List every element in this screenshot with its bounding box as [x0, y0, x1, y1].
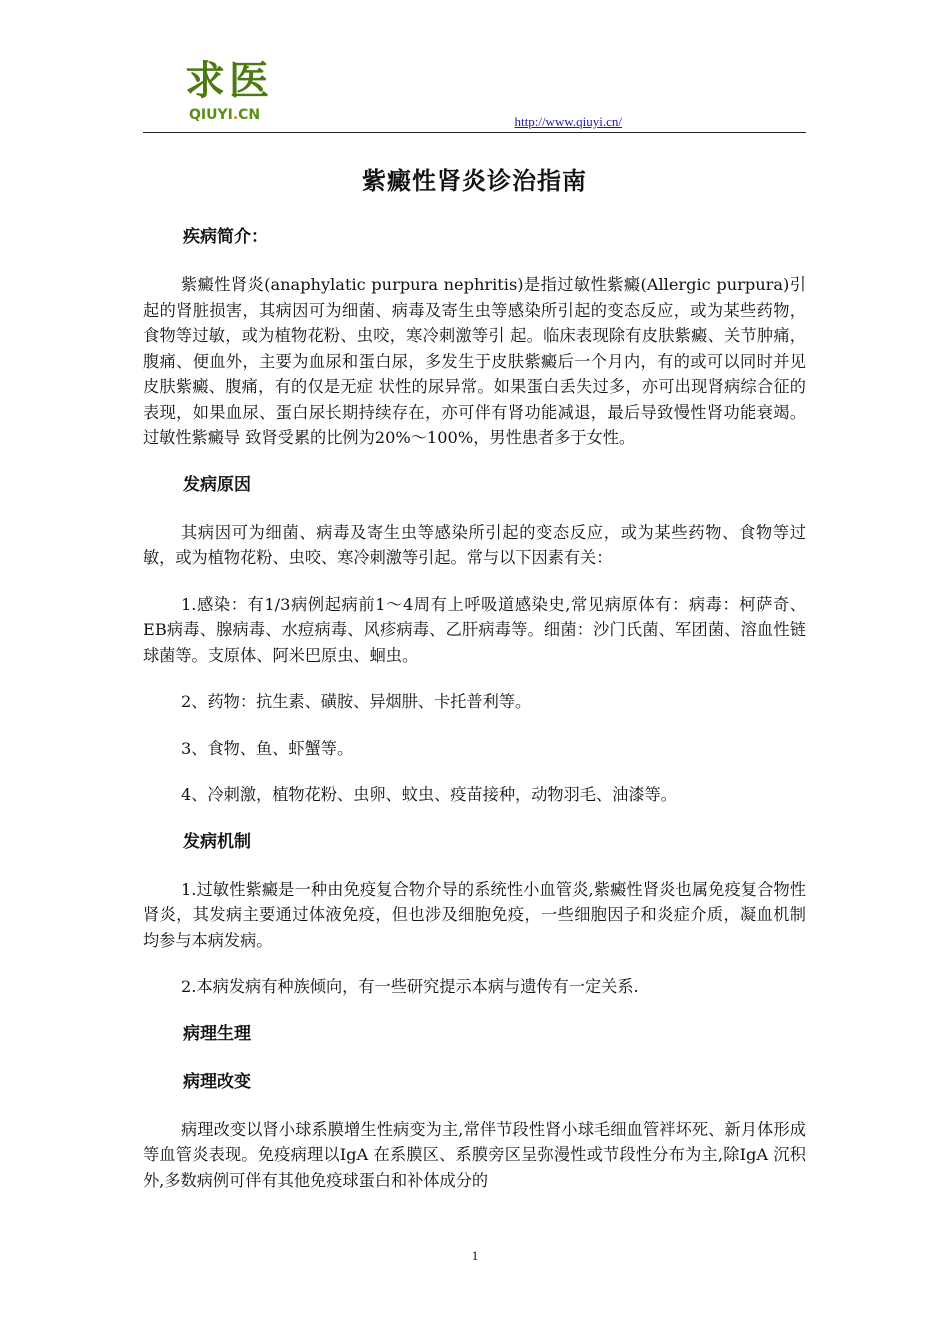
- site-url-link[interactable]: http://www.qiuyi.cn/: [514, 114, 622, 129]
- section-heading-pathophysiology: 病理生理: [183, 1023, 251, 1044]
- qiuyi-logo[interactable]: [185, 58, 295, 130]
- logo-en-dot: .: [232, 107, 239, 123]
- logo-en-part2: CN: [238, 107, 261, 123]
- paragraph-pathology-change: 病理改变以肾小球系膜增生性病变为主,常伴节段性肾小球毛细血管袢坏死、新月体形成等血管炎表现。免疫病理以IgA 在系膜区、系膜旁区呈弥漫性或节段性分布为主,除IgA 沉积外,多数病例可伴有其他免疫球蛋白和补体成分的: [143, 1119, 806, 1190]
- section-heading-cause: 发病原因: [183, 474, 251, 495]
- page-number: 1: [471, 1248, 479, 1263]
- section-heading-intro: 疾病简介：: [183, 227, 268, 247]
- section-heading-pathology-change: 病理改变: [183, 1071, 251, 1092]
- document-title: 紫癜性肾炎诊治指南: [362, 167, 587, 195]
- paragraph-cause-5: 4、冷刺激，植物花粉、虫卵、蚊虫、疫苗接种，动物羽毛、油漆等。: [181, 785, 677, 804]
- paragraph-cause-1: 其病因可为细菌、病毒及寄生虫等感染所引起的变态反应，或为某些药物、食物等过敏，或为植物花粉、虫咬、寒冷刺激等引起。常与以下因素有关：: [143, 522, 806, 567]
- paragraph-cause-3: 2、药物：抗生素、磺胺、异烟肼、卡托普利等。: [181, 692, 532, 711]
- section-heading-mechanism: 发病机制: [183, 831, 251, 852]
- logo-en-part1: QIUYI: [189, 107, 233, 123]
- page-header: [143, 58, 806, 134]
- logo-chinese-text: 求医: [185, 57, 273, 104]
- paragraph-cause-4: 3、食物、鱼、虾蟹等。: [181, 738, 354, 758]
- paragraph-intro: 紫癜性肾炎(anaphylatic purpura nephritis)是指过敏性紫癜(Allergic purpura)引起的肾脏损害，其病因可为细菌、病毒及寄生虫等感染所引起的变态反应，或为某些药物，食物等过敏，或为植物花粉、虫咬，寒冷刺激等引 起。临床表现除有皮肤紫癜、关节肿痛，腹痛、便血外，主要为血尿和蛋白尿，多发生于皮肤紫癜后一个月内，有的或可以同时并见皮肤紫癜、腹痛，有的仅是无症 状性的尿异常。如果蛋白丢失过多，亦可出现肾病综合征的表现，如果血尿、蛋白尿长期持续存在，亦可伴有肾功能减退，最后导致慢性肾功能衰竭。过敏性紫癜导 致肾受累的比例为20%～100%，男性患者多于女性。: [143, 275, 806, 447]
- paragraph-mechanism-1: 1.过敏性紫癜是一种由免疫复合物介导的系统性小血管炎,紫癜性肾炎也属免疫复合物性肾炎，其发病主要通过体液免疫，但也涉及细胞免疫，一些细胞因子和炎症介质，凝血机制均参与本病发病。: [143, 879, 806, 950]
- paragraph-cause-2: 1.感染：有1/3病例起病前1～4周有上呼吸道感染史,常见病原体有：病毒：柯萨奇、EB病毒、腺病毒、水痘病毒、风疹病毒、乙肝病毒等。细菌：沙门氏菌、军团菌、溶血性链球菌等。支原体、阿米巴原虫、蛔虫。: [143, 594, 806, 665]
- header-divider: [143, 132, 806, 133]
- document-body: [143, 224, 806, 1193]
- logo-english-text: [189, 106, 260, 124]
- paragraph-mechanism-2: 2.本病发病有种族倾向，有一些研究提示本病与遗传有一定关系.: [181, 977, 639, 996]
